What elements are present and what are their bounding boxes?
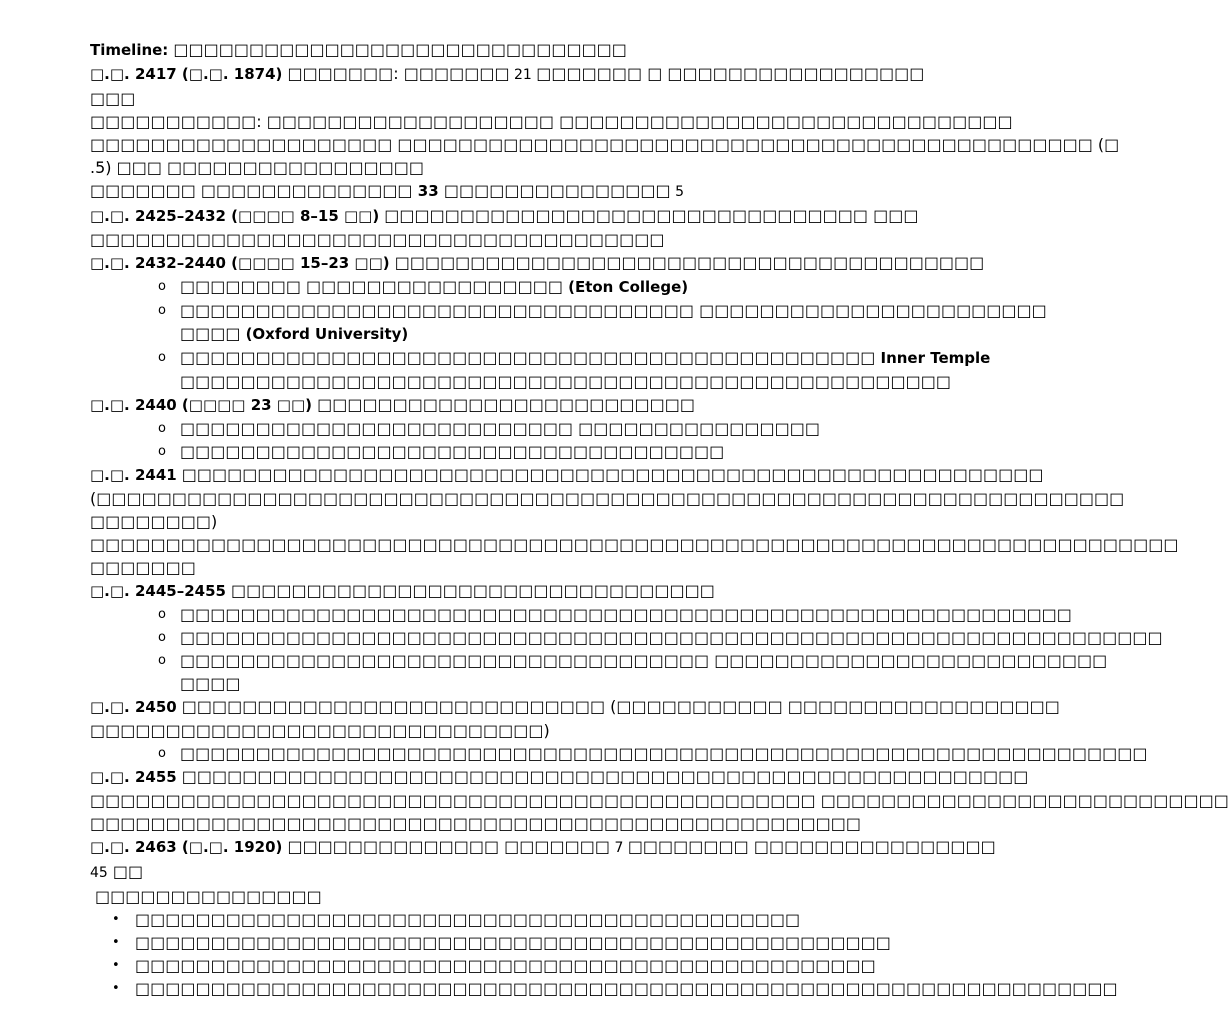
entry-2450: □.□. 2450 □□□□□□□□□□□□□□□□□□□□□□□□□□□□ (□□□□□□□□□□□ □□□□□□□□□□□□□□□□□□ bbox=[90, 697, 1060, 716]
bullet-item: • □□□□□□□□□□□□□□□□□□□□□□□□□□□□□□□□□□□□□□□□□□□□□□□□□ bbox=[112, 956, 876, 975]
entry-2417-cont: □□□ bbox=[90, 89, 136, 108]
entry-2440: □.□. 2440 (□□□□ 23 □□) □□□□□□□□□□□□□□□□□□□□□□□□□ bbox=[90, 395, 696, 414]
text-paragraph: □□□□□□□□□□□□□□□□□□□□□□□□□□□□□□) bbox=[90, 721, 550, 740]
list-item: o □□□□□□□□□□□□□□□□□□□□□□□□□□□□□□□□□□□□□□□□□□□□□□□□□□□□□□□□□□□□□□□□ bbox=[158, 744, 1148, 763]
text-paragraph: □□□□□□□□□□□: □□□□□□□□□□□□□□□□□□□ □□□□□□□□□□□□□□□□□□□□□□□□□□□□□□ bbox=[90, 112, 1013, 131]
text-paragraph: □□□□□□□□□□□□□□□□□□□□□□□□□□□□□□□□□□□□□□□□□□□□□□□□□□□ bbox=[90, 814, 861, 833]
text-paragraph: □□□□□□□□) bbox=[90, 512, 218, 531]
text-paragraph: (□□□□□□□□□□□□□□□□□□□□□□□□□□□□□□□□□□□□□□□□□□□□□□□□□□□□□□□□□□□□□□□□□□□□ bbox=[90, 489, 1125, 508]
entry-2432: □.□. 2432–2440 (□□□□ 15–23 □□) □□□□□□□□□□□□□□□□□□□□□□□□□□□□□□□□□□□□□□□ bbox=[90, 253, 985, 272]
list-item: o □□□□□□□□□□□□□□□□□□□□□□□□□□□□□□□□□□□□□□□□□□□□□□□□□□□□□□□□□□□□□□□□□ bbox=[158, 628, 1163, 647]
text-paragraph: □□□□□□□ □□□□□□□□□□□□□□ 33 □□□□□□□□□□□□□□□ 5 bbox=[90, 181, 684, 200]
entry-2417: □.□. 2417 (□.□. 1874) □□□□□□□: □□□□□□□ 21 □□□□□□□ □ □□□□□□□□□□□□□□□□□ bbox=[90, 64, 925, 83]
list-item-cont: □□□□ (Oxford University) bbox=[180, 324, 409, 343]
list-item: o □□□□□□□□□□□□□□□□□□□□□□□□□□□□□□□□□□□□ bbox=[158, 442, 725, 461]
text-paragraph: □□□□□□□□□□□□□□□□□□□□□□□□□□□□□□□□□□□□□□□□□□□□□□□□ □□□□□□□□□□□□□□□□□□□□□□□□□□□ bbox=[90, 791, 1229, 810]
document-page bbox=[90, 38, 1229, 1000]
timeline-heading: Timeline: □□□□□□□□□□□□□□□□□□□□□□□□□□□□□□ bbox=[90, 40, 627, 59]
list-item: o □□□□□□□□ □□□□□□□□□□□□□□□□□ (Eton College) bbox=[158, 277, 689, 296]
bullet-item: • □□□□□□□□□□□□□□□□□□□□□□□□□□□□□□□□□□□□□□□□□□□□□□□□□□ bbox=[112, 933, 891, 952]
list-item-cont: □□□□□□□□□□□□□□□□□□□□□□□□□□□□□□□□□□□□□□□□□□□□□□□□□□□ bbox=[180, 372, 951, 391]
entry-2445: □.□. 2445–2455 □□□□□□□□□□□□□□□□□□□□□□□□□□□□□□□□ bbox=[90, 581, 715, 600]
entry-2463: □.□. 2463 (□.□. 1920) □□□□□□□□□□□□□□ □□□□□□□ 7 □□□□□□□□ □□□□□□□□□□□□□□□□ bbox=[90, 837, 996, 856]
list-item-cont: □□□□ bbox=[180, 674, 241, 693]
entry-2455: □.□. 2455 □□□□□□□□□□□□□□□□□□□□□□□□□□□□□□□□□□□□□□□□□□□□□□□□□□□□□□□□ bbox=[90, 767, 1029, 786]
entry-2441: □.□. 2441 □□□□□□□□□□□□□□□□□□□□□□□□□□□□□□□□□□□□□□□□□□□□□□□□□□□□□□□□□ bbox=[90, 465, 1044, 484]
list-item: o □□□□□□□□□□□□□□□□□□□□□□□□□□ □□□□□□□□□□□□□□□□ bbox=[158, 419, 821, 438]
text-paragraph: □□□□□□□□□□□□□□□□□□□□□□□□□□□□□□□□□□□□□□□□□□□□□□□□□□□□□□□□□□□□□□□□□□□□□□□□ bbox=[90, 535, 1179, 554]
entry-2463-cont: 45 □□ bbox=[90, 862, 144, 881]
entry-2425-cont: □□□□□□□□□□□□□□□□□□□□□□□□□□□□□□□□□□□□□□ bbox=[90, 230, 665, 249]
list-item: o □□□□□□□□□□□□□□□□□□□□□□□□□□□□□□□□□□□□□□□□□□□□□□□□□□□□□□□□□□□ bbox=[158, 605, 1072, 624]
list-item: o □□□□□□□□□□□□□□□□□□□□□□□□□□□□□□□□□□□ □□□□□□□□□□□□□□□□□□□□□□□□□□ bbox=[158, 651, 1108, 670]
list-item: o □□□□□□□□□□□□□□□□□□□□□□□□□□□□□□□□□□ □□□□□□□□□□□□□□□□□□□□□□□ bbox=[158, 301, 1047, 320]
bullet-item: • □□□□□□□□□□□□□□□□□□□□□□□□□□□□□□□□□□□□□□□□□□□□□□□□□□□□□□□□□□□□□□□□□ bbox=[112, 979, 1118, 998]
section-heading: □□□□□□□□□□□□□□□ bbox=[95, 887, 322, 906]
text-paragraph: □□□□□□□□□□□□□□□□□□□□ □□□□□□□□□□□□□□□□□□□□□□□□□□□□□□□□□□□□□□□□□□□□□□ (□ bbox=[90, 135, 1120, 154]
list-item: o □□□□□□□□□□□□□□□□□□□□□□□□□□□□□□□□□□□□□□□□□□□□□□ Inner Temple bbox=[158, 348, 991, 367]
text-paragraph: □□□□□□□ bbox=[90, 558, 196, 577]
bullet-item: • □□□□□□□□□□□□□□□□□□□□□□□□□□□□□□□□□□□□□□□□□□□□ bbox=[112, 910, 801, 929]
text-paragraph: .5) □□□ □□□□□□□□□□□□□□□□□ bbox=[90, 158, 425, 177]
entry-2425: □.□. 2425–2432 (□□□□ 8–15 □□) □□□□□□□□□□□□□□□□□□□□□□□□□□□□□□□□ □□□ bbox=[90, 206, 919, 225]
